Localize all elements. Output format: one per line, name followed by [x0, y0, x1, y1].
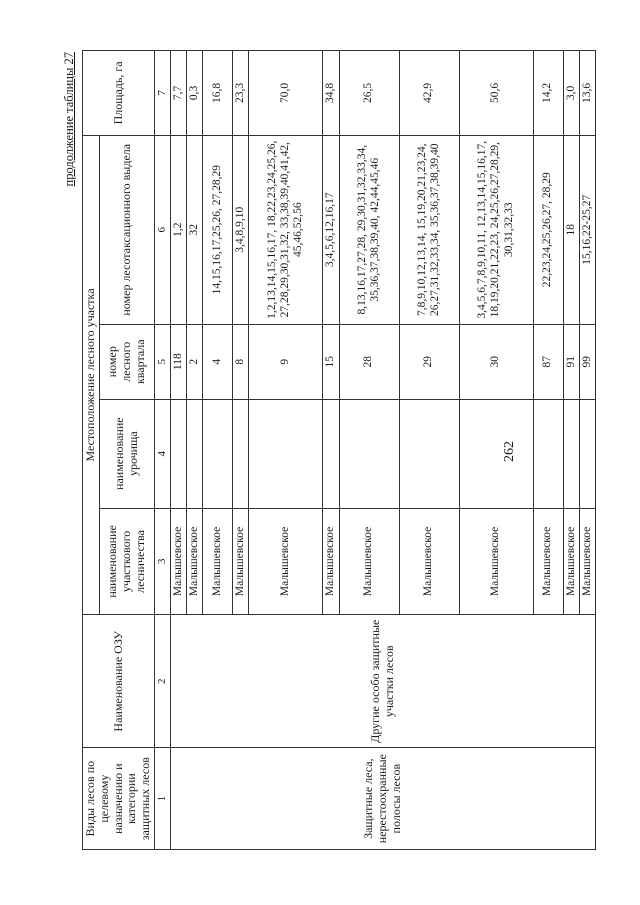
allotment-cell: 1,2,13,14,15,16,17, 18,22,23,24,25,26, 27,28,29,30,31,32, 33,38,39,40,41,42, 45,46,52,56: [249, 135, 323, 324]
forestry-cell: Малышевское: [339, 508, 399, 615]
area-cell: 42,9: [399, 51, 459, 136]
table-row: [170, 51, 186, 850]
area-cell: 3,0: [563, 51, 579, 136]
tract-cell: [203, 399, 233, 508]
quarter-cell: 30: [459, 324, 533, 399]
forestry-cell: Малышевское: [399, 508, 459, 615]
tract-cell: [533, 399, 563, 508]
allotment-cell: 1,2: [170, 135, 186, 324]
column-number: 2: [154, 615, 170, 748]
area-cell: 7,7: [170, 51, 186, 136]
tract-cell: [399, 399, 459, 508]
quarter-cell: 87: [533, 324, 563, 399]
header-quarter-number: номер лесного квартала: [99, 324, 154, 399]
quarter-cell: 9: [249, 324, 323, 399]
area-cell: 34,8: [323, 51, 339, 136]
allotment-cell: 3,4,5,6,7,8,9,10,11, 12,13,14,15,16,17, 18,19,20,21,22,23, 24,25,26,27,28,29, 30,31,32,33: [459, 135, 533, 324]
area-cell: 13,6: [579, 51, 595, 136]
area-cell: 16,8: [203, 51, 233, 136]
quarter-cell: 2: [186, 324, 202, 399]
header-forestry-name: наименование участкового лесничества: [99, 508, 154, 615]
area-cell: 70,0: [249, 51, 323, 136]
forestry-cell: Малышевское: [533, 508, 563, 615]
forestry-cell: Малышевское: [233, 508, 249, 615]
area-cell: 23,3: [233, 51, 249, 136]
quarter-cell: 118: [170, 324, 186, 399]
forest-type-cell: Защитные леса, нерестоохранные полосы лесов: [170, 748, 595, 850]
tract-cell: [249, 399, 323, 508]
quarter-cell: 91: [563, 324, 579, 399]
page-number: 262: [502, 441, 517, 462]
header-ozu-name: Наименование ОЗУ: [83, 615, 155, 748]
allotment-cell: 18: [563, 135, 579, 324]
forestry-cell: Малышевское: [563, 508, 579, 615]
area-cell: 14,2: [533, 51, 563, 136]
forestry-cell: Малышевское: [459, 508, 533, 615]
area-cell: 26,5: [339, 51, 399, 136]
forestry-cell: Малышевское: [186, 508, 202, 615]
quarter-cell: 15: [323, 324, 339, 399]
tract-cell: [563, 399, 579, 508]
quarter-cell: 28: [339, 324, 399, 399]
header-tract-name: наименование урочища: [99, 399, 154, 508]
rotated-table-sheet: [62, 50, 593, 850]
forestry-cell: Малышевское: [323, 508, 339, 615]
quarter-cell: 99: [579, 324, 595, 399]
header-allotment-number: номер лесотаксационного выдела: [99, 135, 154, 324]
forestry-cell: Малышевское: [170, 508, 186, 615]
tract-cell: [323, 399, 339, 508]
tract-cell: [339, 399, 399, 508]
forestry-cell: Малышевское: [249, 508, 323, 615]
column-number: 6: [154, 135, 170, 324]
quarter-cell: 29: [399, 324, 459, 399]
header-area: Площадь, га: [83, 51, 155, 136]
forestry-cell: Малышевское: [579, 508, 595, 615]
header-forest-type: Виды лесов по целевому назначению и категории защитных лесов: [83, 748, 155, 850]
area-cell: 0,3: [186, 51, 202, 136]
column-number-row: [154, 51, 170, 850]
allotment-cell: 8,13,16,17,27,28, 29,30,31,32,33,34, 35,36,37,38,39,40, 42,44,45,46: [339, 135, 399, 324]
quarter-cell: 8: [233, 324, 249, 399]
tract-cell: [170, 399, 186, 508]
ozu-name-cell: Другие особо защитные участки лесов: [170, 615, 595, 748]
allotment-cell: 3,4,8,9,10: [233, 135, 249, 324]
allotment-cell: 14,15,16,17,25,26, 27,28,29: [203, 135, 233, 324]
header-location-group: Местоположение лесного участка: [83, 135, 100, 614]
allotment-cell: 7,8,9,10,12,13,14, 15,19,20,21,23,24, 26,27,31,32,33,34, 35,36,37,38,39,40: [399, 135, 459, 324]
table-continuation-caption: продолжение таблицы 27: [62, 52, 76, 187]
column-number: 1: [154, 748, 170, 850]
tract-cell: [233, 399, 249, 508]
forestry-cell: Малышевское: [203, 508, 233, 615]
column-number: 7: [154, 51, 170, 136]
allotment-cell: 32: [186, 135, 202, 324]
quarter-cell: 4: [203, 324, 233, 399]
allotment-cell: 22,23,24,25,26,27, 28,29: [533, 135, 563, 324]
tract-cell: [579, 399, 595, 508]
tract-cell: [186, 399, 202, 508]
tract-cell: [459, 399, 533, 508]
column-number: 3: [154, 508, 170, 615]
forest-areas-table: [82, 50, 596, 850]
allotment-cell: 3,4,5,6,12,16,17: [323, 135, 339, 324]
allotment-cell: 15,16,22-25,27: [579, 135, 595, 324]
area-cell: 50,6: [459, 51, 533, 136]
column-number: 4: [154, 399, 170, 508]
column-number: 5: [154, 324, 170, 399]
